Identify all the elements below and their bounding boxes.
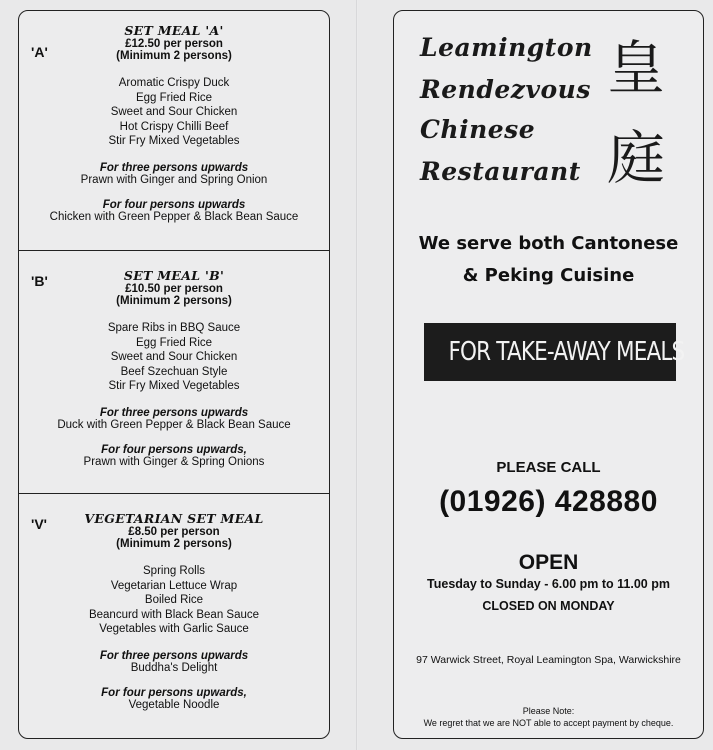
restaurant-name-line: Restaurant [420,157,581,186]
phone-number: (01926) 428880 [439,485,658,518]
meal-code: 'A' [31,44,48,60]
restaurant-name-line: Rendezvous [420,75,591,104]
meal-item: Stir Fry Mixed Vegetables [108,135,240,147]
meal-title: VEGETARIAN SET MEAL [84,511,264,526]
three-persons-dish: Buddha's Delight [130,661,218,674]
open-heading: OPEN [518,551,579,574]
page-fold [356,0,358,750]
meal-item: Sweet and Sour Chicken [110,106,238,118]
meal-item: Vegetables with Garlic Sauce [99,623,249,635]
meal-price: £8.50 per person [128,526,220,538]
meal-minimum: (Minimum 2 persons) [116,538,232,550]
payment-note: We regret that we are NOT able to accept payment by cheque. [423,718,674,728]
meal-code: 'V' [31,516,47,532]
meal-minimum: (Minimum 2 persons) [116,50,232,62]
four-persons-label: For four persons upwards, [101,686,247,699]
restaurant-name-line: Leamington [420,33,593,62]
meal-item: Hot Crispy Chilli Beef [119,120,229,133]
meal-code: 'B' [31,273,48,289]
set-meal-v [19,493,329,739]
meal-items [19,321,329,394]
set-meals-panel [18,10,330,739]
cuisine-line: We serve both Cantonese [418,233,679,254]
meal-item: Egg Fried Rice [135,91,213,104]
meal-item: Egg Fried Rice [135,336,213,349]
meal-price: £10.50 per person [125,283,223,295]
four-persons-dish: Chicken with Green Pepper & Black Bean Sauce [49,210,299,223]
set-meal-a [19,11,329,250]
please-call-label: PLEASE CALL [496,459,601,476]
meal-item: Sweet and Sour Chicken [110,351,238,363]
meal-items [19,76,329,149]
three-persons-dish: Duck with Green Pepper & Black Bean Sauce [57,418,291,431]
chinese-character: 庭 [607,124,666,192]
three-persons-dish: Prawn with Ginger and Spring Onion [80,173,268,186]
restaurant-name-line: Chinese [420,115,536,144]
takeaway-banner: FOR TAKE-AWAY MEALS [424,323,676,381]
three-persons-label: For three persons upwards [99,161,249,174]
closed-notice: CLOSED ON MONDAY [482,599,615,613]
meal-title: SET MEAL 'A' [124,23,224,38]
meal-item: Aromatic Crispy Duck [118,77,230,89]
meal-title: SET MEAL 'B' [123,268,225,283]
four-persons-dish: Vegetable Noodle [128,698,220,711]
three-persons-label: For three persons upwards [99,649,249,662]
meal-item: Spare Ribs in BBQ Sauce [107,322,241,334]
meal-minimum: (Minimum 2 persons) [116,295,232,307]
meal-item: Beancurd with Black Bean Sauce [88,608,260,621]
meal-item: Stir Fry Mixed Vegetables [108,380,240,392]
meal-price: £12.50 per person [125,38,223,50]
address: 97 Warwick Street, Royal Leamington Spa, Warwickshire [416,654,681,666]
three-persons-label: For three persons upwards [99,406,249,419]
cuisine-line: & Peking Cuisine [462,265,635,286]
meal-item: Vegetarian Lettuce Wrap [110,579,238,592]
note-label: Please Note: [522,706,575,716]
meal-item: Spring Rolls [143,565,205,577]
opening-hours: Tuesday to Sunday - 6.00 pm to 11.00 pm [427,577,670,591]
meal-item: Beef Szechuan Style [120,365,228,378]
set-meal-b [19,250,329,493]
chinese-character: 皇 [607,34,666,102]
meal-item: Boiled Rice [144,594,204,606]
four-persons-label: For four persons upwards [102,198,246,211]
meal-items [19,564,329,637]
four-persons-dish: Prawn with Ginger & Spring Onions [83,455,265,468]
restaurant-info-panel [393,10,704,739]
four-persons-label: For four persons upwards, [101,443,247,456]
